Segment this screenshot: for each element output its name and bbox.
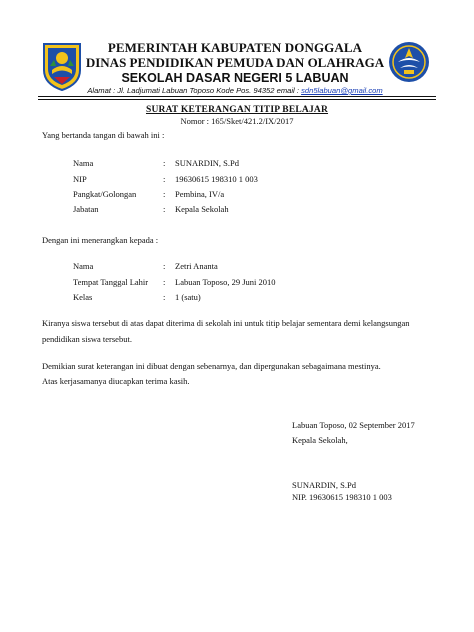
letterhead-divider-thin bbox=[38, 99, 436, 100]
student-birth-value: Labuan Toposo, 29 Juni 2010 bbox=[175, 277, 276, 287]
field-colon: : bbox=[163, 261, 166, 271]
intro-text: Yang bertanda tangan di bawah ini : bbox=[42, 130, 165, 140]
student-class-label: Kelas bbox=[73, 292, 93, 302]
place-date: Labuan Toposo, 02 September 2017 bbox=[292, 420, 415, 430]
tut-wuri-handayani-icon bbox=[386, 40, 432, 84]
signer-rank-label: Pangkat/Golongan bbox=[73, 189, 137, 199]
signer-position-value: Kepala Sekolah bbox=[175, 204, 229, 214]
signer-nip-label: NIP bbox=[73, 174, 87, 184]
field-colon: : bbox=[163, 158, 166, 168]
closing-line2: Atas kerjasamanya diucapkan terima kasih. bbox=[42, 376, 190, 386]
letter-title: SURAT KETERANGAN TITIP BELAJAR bbox=[145, 105, 329, 115]
student-name-value: Zetri Ananta bbox=[175, 261, 218, 271]
field-colon: : bbox=[163, 277, 166, 287]
signer-nip-value: 19630615 198310 1 003 bbox=[175, 174, 258, 184]
letterhead-address bbox=[84, 86, 386, 96]
signer-name: SUNARDIN, S.Pd bbox=[292, 480, 356, 490]
field-colon: : bbox=[163, 174, 166, 184]
student-class-value: 1 (satu) bbox=[175, 292, 201, 302]
signer-position: Kepala Sekolah, bbox=[292, 435, 348, 445]
letterhead bbox=[84, 40, 386, 96]
body-paragraph-line2: pendidikan siswa tersebut. bbox=[42, 334, 132, 344]
body-paragraph-line1: Kiranya siswa tersebut di atas dapat diterima di sekolah ini untuk titip belajar sementara demi kelangsungan bbox=[42, 318, 410, 328]
email-link[interactable]: sdn5labuan@gmail.com bbox=[301, 86, 383, 95]
signer-name-label: Nama bbox=[73, 158, 94, 168]
closing-line1: Demikian surat keterangan ini dibuat dengan sebenarnya, dan dipergunakan sebagaimana mestinya. bbox=[42, 361, 381, 371]
letter-number: Nomor : 165/Sket/421.2/IX/2017 bbox=[180, 116, 294, 126]
letterhead-government: PEMERINTAH KABUPATEN DONGGALA bbox=[107, 40, 363, 55]
student-name-label: Nama bbox=[73, 261, 94, 271]
signer-nip: NIP. 19630615 198310 1 003 bbox=[292, 492, 392, 502]
letterhead-department: DINAS PENDIDIKAN PEMUDA DAN OLAHRAGA bbox=[85, 55, 385, 70]
field-colon: : bbox=[163, 189, 166, 199]
student-birth-label: Tempat Tanggal Lahir bbox=[73, 277, 149, 287]
field-colon: : bbox=[163, 204, 166, 214]
address-text: Alamat : Jl. Ladjumati Labuan Toposo Kode Pos. 94352 email : bbox=[87, 86, 302, 95]
signer-rank-value: Pembina, IV/a bbox=[175, 189, 225, 199]
regency-crest-icon bbox=[40, 40, 84, 92]
statement-text: Dengan ini menerangkan kepada : bbox=[42, 235, 159, 245]
signer-position-label: Jabatan bbox=[73, 204, 99, 214]
letterhead-divider-thick bbox=[38, 96, 436, 97]
field-colon: : bbox=[163, 292, 166, 302]
letterhead-school-name: SEKOLAH DASAR NEGERI 5 LABUAN bbox=[121, 71, 349, 85]
signer-name-value: SUNARDIN, S.Pd bbox=[175, 158, 239, 168]
